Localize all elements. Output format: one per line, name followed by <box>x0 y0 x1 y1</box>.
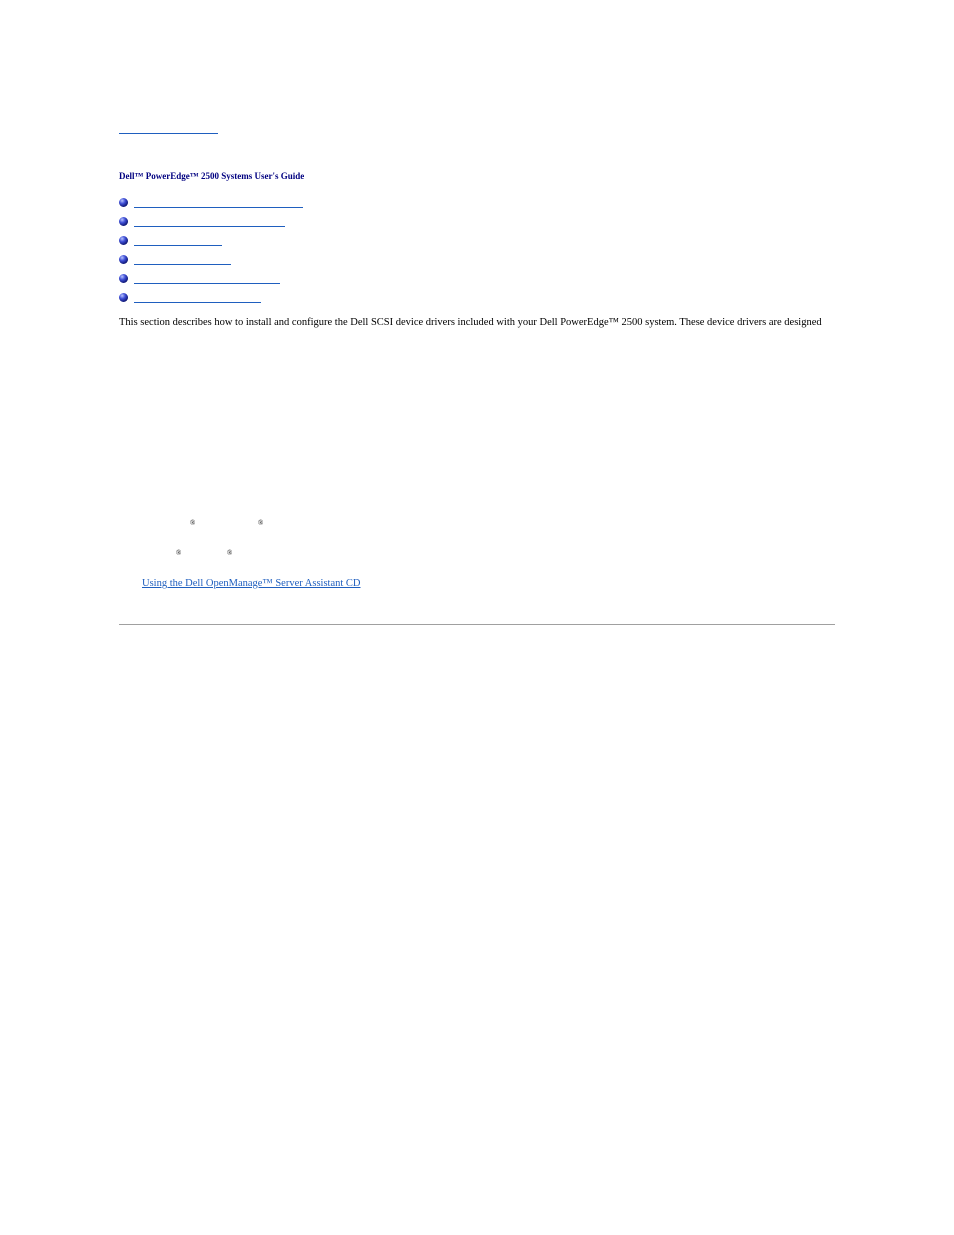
section-divider <box>119 624 835 625</box>
toc-link[interactable] <box>134 283 280 284</box>
server-assistant-cd-link[interactable]: Using the Dell OpenManage™ Server Assistant CD <box>142 578 361 589</box>
registered-mark: ® <box>227 549 233 557</box>
bullet-icon <box>119 217 128 226</box>
toc-link[interactable] <box>134 302 261 303</box>
registered-mark: ® <box>190 519 196 527</box>
bullet-icon <box>119 293 128 302</box>
toc-link[interactable] <box>134 245 222 246</box>
registered-mark: ® <box>258 519 264 527</box>
bullet-icon <box>119 236 128 245</box>
guide-title: Dell™ PowerEdge™ 2500 Systems User's Guide <box>119 171 305 181</box>
bullet-icon <box>119 198 128 207</box>
bullet-icon <box>119 274 128 283</box>
intro-paragraph: This section describes how to install and configure the Dell SCSI device drivers included with your Dell PowerEdge™ 2500 system. These device drivers are designed <box>119 317 822 328</box>
bullet-icon <box>119 255 128 264</box>
toc-link[interactable] <box>134 264 231 265</box>
back-link[interactable] <box>119 133 218 134</box>
toc-link[interactable] <box>134 207 303 208</box>
registered-mark: ® <box>176 549 182 557</box>
toc-link[interactable] <box>134 226 285 227</box>
